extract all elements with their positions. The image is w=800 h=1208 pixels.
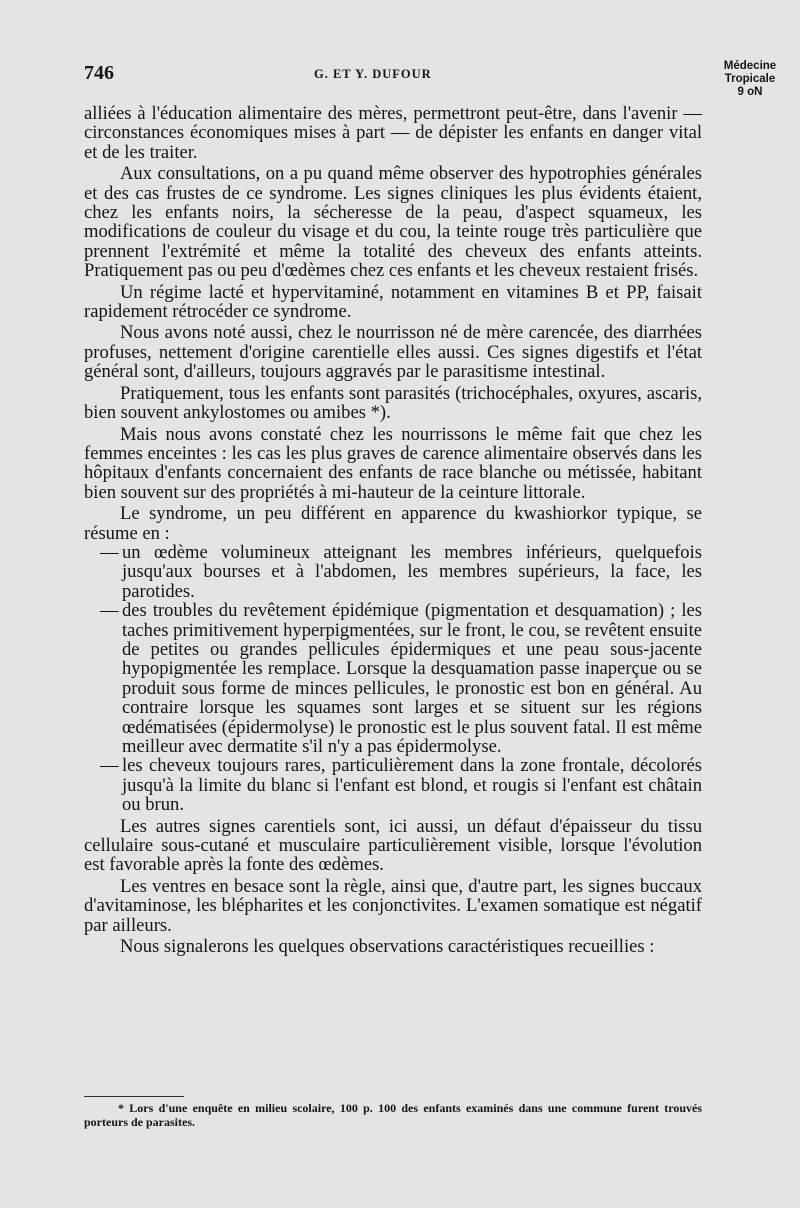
list-item [84,543,702,601]
footnote-rule [84,1096,184,1097]
footnote-text: Lors d'une enquête en milieu scolaire, 100 p. 100 des enfants examinés dans une commune furent trouvés porteurs de parasites. [84,1101,703,1129]
running-head: G. ET Y. DUFOUR [314,67,432,81]
list-item-text: des troubles du revêtement épidémique (pigmentation et desquamation) ; les taches primitivement hyperpigmentées, sur le front, le cou, se revêtent ensuite de petites ou grandes pellicules épidermiques et une peau sous-jacente hypopigmentée les remplace. Lorsque la desquamation passe inaperçue ou se produit sous forme de minces pellicules, le pronostic est bon en général. Au contraire lorsque les squames sont larges et se situent sur les régions œdématisées (épidermolyse) le pronostic est le plus souvent fatal. Il est même meilleur avec dermatite s'il n'y a pas épidermolyse. [122,600,702,757]
stamp-line-1: Médecine [723,60,777,72]
list-dash: — [100,755,119,777]
paragraph: Nous avons noté aussi, chez le nourrisson né de mère carencée, des diarrhées profuses, nettement d'origine carentielle elles aussi. Ces signes digestifs et l'état général sont, d'ailleurs, toujours aggravés par le parasitisme intestinal. [84,322,702,383]
list-dash: — [100,541,119,563]
list-item [84,601,702,756]
footnote [84,1102,702,1129]
page-number: 746 [84,62,114,84]
paragraph: Les ventres en besace sont la règle, ainsi que, d'autre part, les signes buccaux d'avitaminose, les blépharites et les conjonctivites. L'examen somatique est négatif par ailleurs. [84,875,702,936]
paragraph: alliées à l'éducation alimentaire des mères, permettront peut-être, dans l'avenir — circonstances économiques mises à part — de dépister les enfants en danger vital et de les traiter. [84,103,702,163]
paragraph: Les autres signes carentiels sont, ici aussi, un défaut d'épaisseur du tissu cellulaire sous-cutané et musculaire particulièrement visible, lorsque l'évolution est favorable après la fonte des œdèmes. [84,815,702,876]
footnote-mark: * [118,1101,124,1115]
list-item-text: les cheveux toujours rares, particulièrement dans la zone frontale, décolorés jusqu'à la limite du blanc si l'enfant est blond, et rougis si l'enfant est châtain ou brun. [122,755,702,816]
paragraph: Un régime lacté et hypervitaminé, notamment en vitamines B et PP, faisait rapidement rétrocéder ce syndrome. [84,281,702,323]
paragraph: Pratiquement, tous les enfants sont parasités (trichocéphales, oxyures, ascaris, bien souvent ankylostomes ou amibes *). [84,382,702,424]
page-header [84,62,704,92]
paragraph: Le syndrome, un peu différent en apparence du kwashiorkor typique, se résume en : [84,503,702,544]
list-item-text: un œdème volumineux atteignant les membres inférieurs, quelquefois jusqu'aux bourses et à l'abdomen, les membres supérieurs, la face, les parotides. [122,541,702,602]
stamp-line-3: 9 oN [737,86,763,98]
paragraph: Mais nous avons constaté chez les nourrissons le même fait que chez les femmes enceintes : les cas les plus graves de carence alimentaire observés dans les hôpitaux d'enfants concernaient des enfants de race blanche ou métissée, habitant bien souvent sur des propriétés à mi-hauteur de la ceinture littorale. [84,423,702,503]
body-text [84,104,702,956]
stamp-line-2: Tropicale [724,73,776,85]
list-dash: — [100,600,119,622]
list-item [84,756,702,814]
paragraph: Nous signalerons les quelques observations caractéristiques recueillies : [120,936,655,958]
journal-stamp [714,60,786,99]
paragraph: Aux consultations, on a pu quand même observer des hypotrophies générales et des cas frustes de ce syndrome. Les signes cliniques les plus évidents étaient, chez les enfants noirs, la sécheresse de la peau, d'aspect squameux, les modifications de couleur du visage et du cou, la teinte rouge très particulière que prennent l'extrémité et même la totalité des cheveux des enfants atteints. Pratiquement pas ou peu d'œdèmes chez ces enfants et les cheveux restaient frisés. [84,163,702,282]
